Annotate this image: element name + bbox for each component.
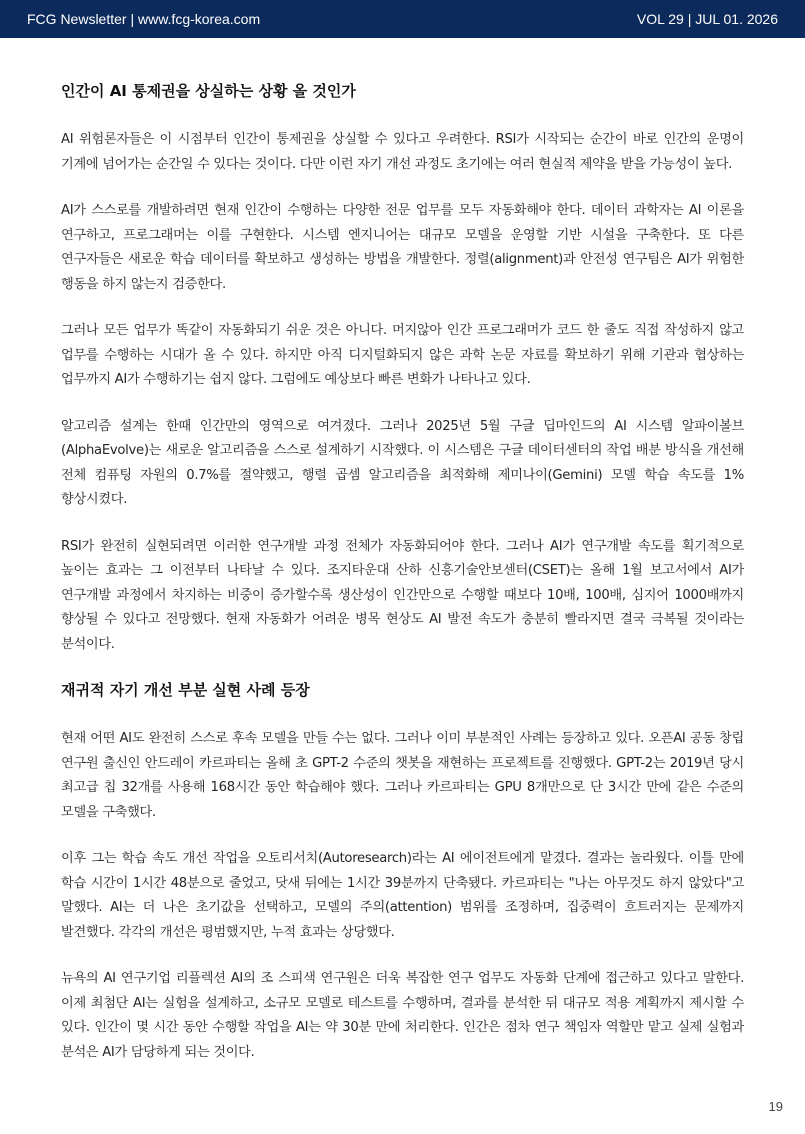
paragraph: AI 위험론자들은 이 시점부터 인간이 통제권을 상실할 수 있다고 우려한다. RSI가 시작되는 순간이 바로 인간의 운명이 기계에 넘어가는 순간일 수 있다는 것이다. 다만 이런 자기 개선 과정도 초기에는 여러 현실적 제약을 받을 가능성이 높다.: [61, 132, 744, 172]
header-publication: FCG Newsletter | www.fcg-korea.com: [27, 11, 261, 27]
header-issue: VOL 29 | JUL 01. 2026: [636, 11, 778, 27]
section-heading: 재귀적 자기 개선 부분 실현 사례 등장: [61, 681, 310, 699]
paragraph: 그러나 모든 업무가 똑같이 자동화되기 쉬운 것은 아니다. 머지않아 인간 프로그래머가 코드 한 줄도 직접 작성하지 않고 업무를 수행하는 시대가 올 수 있다. 하지만 아직 디지털화되지 않은 과학 논문 자료를 확보하기 위해 기관과 협상하는 업무까지 AI가 수행하기는 쉽지 않다. 그럼에도 예상보다 빠른 변화가 나타나고 있다.: [61, 323, 744, 387]
section-recursive-improvement: [61, 679, 744, 1065]
paragraph: 알고리즘 설계는 한때 인간만의 영역으로 여겨졌다. 그러나 2025년 5월 구글 딥마인드의 AI 시스템 알파이볼브(AlphaEvolve)는 새로운 알고리즘을 스스로 설계하기 시작했다. 이 시스템은 구글 데이터센터의 작업 배분 방식을 개선해 전체 컴퓨팅 자원의 0.7%를 절약했고, 행렬 곱셈 알고리즘을 최적화해 제미나이(Gemini) 모델 학습 속도를 1% 향상시켰다.: [61, 418, 744, 507]
newsletter-header: [0, 0, 805, 38]
paragraph: RSI가 완전히 실현되려면 이러한 연구개발 과정 전체가 자동화되어야 한다. 그러나 AI가 연구개발 속도를 획기적으로 높이는 효과는 그 이전부터 나타날 수 있다. 조지타운대 산하 신흥기술안보센터(CSET)는 올해 1월 보고서에서 AI가 연구개발 과정에서 차지하는 비중이 증가할수록 생산성이 인간만으로 수행할 때보다 10배, 100배, 심지어 1000배까지 향상될 수 있다고 전망했다. 현재 자동화가 어려운 병목 현상도 AI 발전 속도가 충분히 빨라지면 결국 극복될 것이라는 분석이다.: [61, 538, 744, 652]
section-ai-control: [61, 80, 744, 657]
section-heading: 인간이 AI 통제권을 상실하는 상황 올 것인가: [61, 82, 356, 100]
article-body: [61, 80, 744, 1087]
paragraph: AI가 스스로를 개발하려면 현재 인간이 수행하는 다양한 전문 업무를 모두 자동화해야 한다. 데이터 과학자는 AI 이론을 연구하고, 프로그래머는 이를 구현한다. 시스템 엔지니어는 대규모 모델을 운영할 기반 시설을 구축한다. 또 다른 연구자들은 새로운 학습 데이터를 확보하고 생성하는 방법을 개발한다. 정렬(alignment)과 안전성 연구팀은 AI가 위험한 행동을 하지 않는지 검증한다.: [61, 203, 744, 292]
page-number: 19: [768, 1099, 783, 1114]
paragraph: 현재 어떤 AI도 완전히 스스로 후속 모델을 만들 수는 없다. 그러나 이미 부분적인 사례는 등장하고 있다. 오픈AI 공동 창립 연구원 출신인 안드레이 카르파티는 올해 초 GPT-2 수준의 챗봇을 재현하는 프로젝트를 진행했다. GPT-2는 2019년 당시 최고급 칩 32개를 사용해 168시간 동안 학습해야 했다. 그러나 카르파티는 GPU 8개만으로 단 3시간 만에 같은 수준의 모델을 구축했다.: [61, 731, 744, 820]
paragraph: 뉴욕의 AI 연구기업 리플렉션 AI의 조 스피색 연구원은 더욱 복잡한 연구 업무도 자동화 단계에 접근하고 있다고 말한다. 이제 최첨단 AI는 실험을 설계하고, 소규모 모델로 테스트를 수행하며, 결과를 분석한 뒤 대규모 적용 계획까지 제시할 수 있다. 인간이 몇 시간 동안 수행할 작업을 AI는 약 30분 만에 처리한다. 인간은 점차 연구 책임자 역할만 맡고 실제 실험과 분석은 AI가 담당하게 되는 것이다.: [61, 971, 744, 1060]
paragraph: 이후 그는 학습 속도 개선 작업을 오토리서치(Autoresearch)라는 AI 에이전트에게 맡겼다. 결과는 놀라웠다. 이틀 만에 학습 시간이 1시간 48분으로 줄었고, 닷새 뒤에는 1시간 39분까지 단축됐다. 카르파티는 "나는 아무것도 하지 않았다"고 말했다. AI는 더 나은 초기값을 선택하고, 모델의 주의(attention) 범위를 조정하며, 집중력이 흐트러지는 문제까지 발견했다. 각각의 개선은 평범했지만, 누적 효과는 상당했다.: [61, 851, 744, 940]
